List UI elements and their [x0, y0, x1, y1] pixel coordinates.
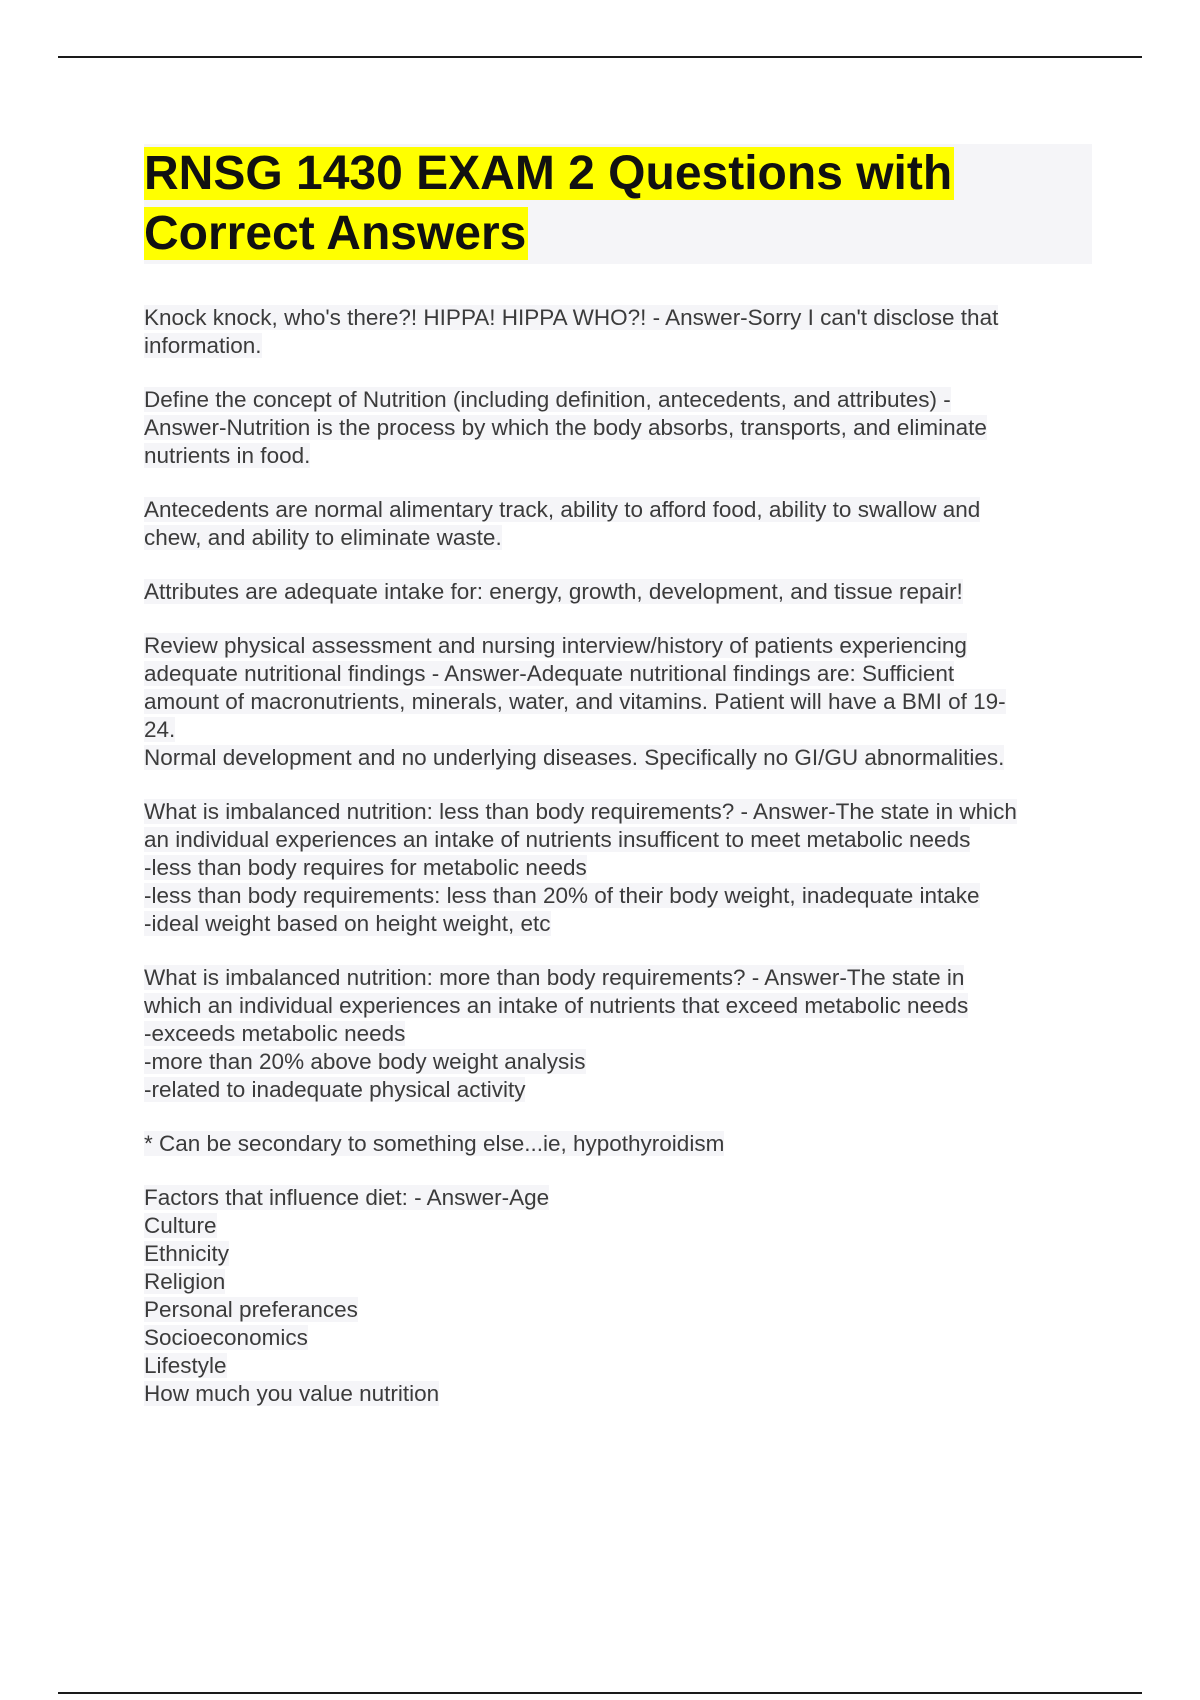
qa-paragraph [144, 798, 1094, 938]
paragraph-line: Normal development and no underlying diseases. Specifically no GI/GU abnormalities. [144, 745, 1005, 770]
paragraph-line: Define the concept of Nutrition (including definition, antecedents, and attributes) - [144, 387, 951, 412]
paragraph-line: adequate nutritional findings - Answer-Adequate nutritional findings are: Sufficient [144, 661, 955, 686]
qa-paragraph [144, 1184, 1094, 1408]
paragraph-line: amount of macronutrients, minerals, water, and vitamins. Patient will have a BMI of 19- [144, 689, 1006, 714]
paragraph-line: -exceeds metabolic needs [144, 1021, 406, 1046]
paragraph-line: What is imbalanced nutrition: more than body requirements? - Answer-The state in [144, 965, 965, 990]
paragraph-line: -ideal weight based on height weight, etc [144, 911, 551, 936]
paragraph-line: -more than 20% above body weight analysis [144, 1049, 586, 1074]
paragraph-line: Answer-Nutrition is the process by which the body absorbs, transports, and eliminate [144, 415, 987, 440]
paragraph-line: an individual experiences an intake of nutrients insufficent to meet metabolic needs [144, 827, 971, 852]
paragraph-line: information. [144, 333, 262, 358]
qa-list [144, 304, 1094, 1408]
paragraph-line: Religion [144, 1269, 226, 1294]
qa-paragraph [144, 496, 1094, 552]
paragraph-line: -less than body requires for metabolic needs [144, 855, 587, 880]
paragraph-line: Lifestyle [144, 1353, 227, 1378]
qa-paragraph [144, 1130, 1094, 1158]
qa-paragraph [144, 964, 1094, 1104]
paragraph-line: 24. [144, 717, 176, 742]
paragraph-line: Knock knock, who's there?! HIPPA! HIPPA WHO?! - Answer-Sorry I can't disclose that [144, 305, 999, 330]
bottom-rule [58, 1692, 1142, 1694]
document-title [144, 144, 1092, 264]
title-line-2: Correct Answers [144, 207, 527, 260]
paragraph-line: * Can be secondary to something else...ie, hypothyroidism [144, 1131, 725, 1156]
paragraph-line: chew, and ability to eliminate waste. [144, 525, 502, 550]
paragraph-line: Ethnicity [144, 1241, 230, 1266]
paragraph-line: nutrients in food. [144, 443, 311, 468]
paragraph-line: Socioeconomics [144, 1325, 308, 1350]
paragraph-line: Personal preferances [144, 1297, 358, 1322]
paragraph-line: Attributes are adequate intake for: energy, growth, development, and tissue repair! [144, 579, 963, 604]
qa-paragraph [144, 632, 1094, 772]
paragraph-line: -related to inadequate physical activity [144, 1077, 526, 1102]
qa-paragraph [144, 304, 1094, 360]
title-block [144, 144, 1092, 264]
qa-paragraph [144, 386, 1094, 470]
paragraph-line: Review physical assessment and nursing interview/history of patients experiencing [144, 633, 967, 658]
paragraph-line: Culture [144, 1213, 217, 1238]
paragraph-line: Antecedents are normal alimentary track, ability to afford food, ability to swallow and [144, 497, 981, 522]
paragraph-line: which an individual experiences an intake of nutrients that exceed metabolic needs [144, 993, 969, 1018]
paragraph-line: What is imbalanced nutrition: less than body requirements? - Answer-The state in which [144, 799, 1017, 824]
document-body [144, 144, 1094, 1434]
title-line-1: RNSG 1430 EXAM 2 Questions with [144, 147, 953, 200]
paragraph-line: -less than body requirements: less than 20% of their body weight, inadequate intake [144, 883, 980, 908]
qa-paragraph [144, 578, 1094, 606]
paragraph-line: How much you value nutrition [144, 1381, 440, 1406]
paragraph-line: Factors that influence diet: - Answer-Age [144, 1185, 550, 1210]
top-rule [58, 56, 1142, 58]
